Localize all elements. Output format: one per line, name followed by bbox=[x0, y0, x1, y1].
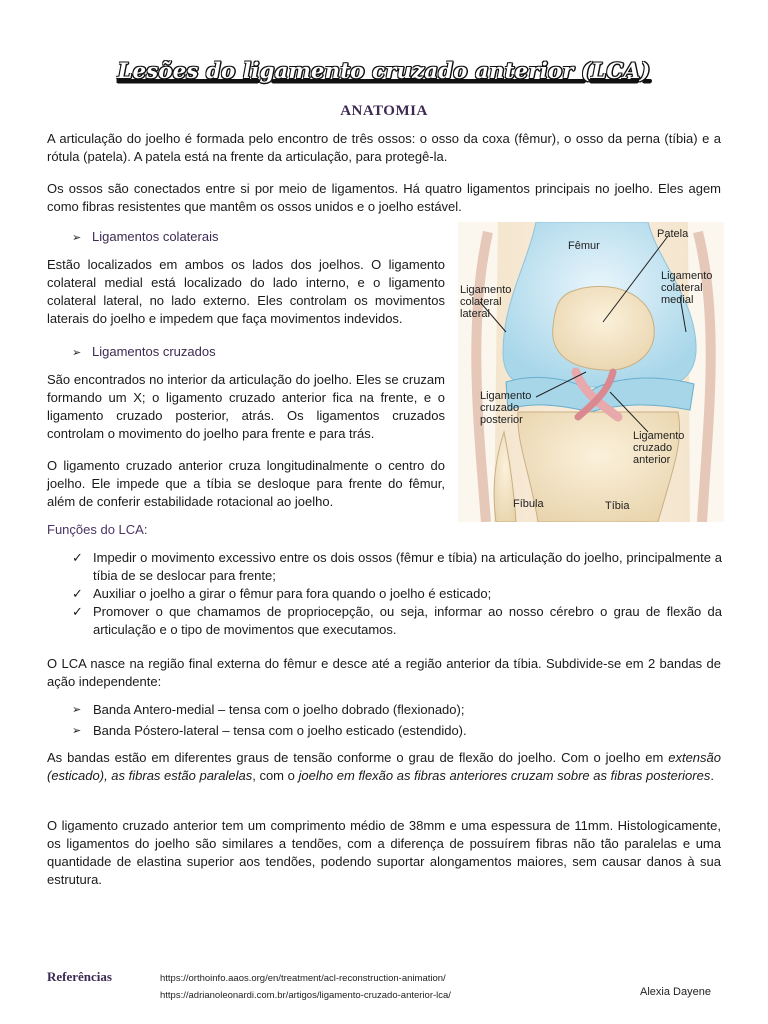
list-item bbox=[72, 585, 722, 603]
author-name: Alexia Dayene bbox=[640, 986, 711, 998]
bullet-label: Ligamentos cruzados bbox=[92, 344, 216, 359]
section-heading-anatomia: ANATOMIA bbox=[340, 103, 428, 119]
knee-drawing bbox=[458, 222, 724, 522]
label-ligamento-colateral-lateral: Ligamento colateral lateral bbox=[460, 284, 512, 320]
knee-anatomy-illustration bbox=[458, 222, 724, 522]
list-item-text: Promover o que chamamos de propriocepção, ou seja, informar ao nosso cérebro o grau de flexão da articulação e o tipo de movimentos que executamos. bbox=[93, 604, 722, 637]
arrow-bullet-icon: ➢ bbox=[72, 725, 82, 737]
checkmark-icon: ✓ bbox=[72, 550, 83, 565]
label-ligamento-colateral-medial: Ligamento colateral medial bbox=[661, 270, 713, 306]
references-label: Referências bbox=[47, 969, 112, 984]
page-title: Lesões do ligamento cruzado anterior (LCA) bbox=[117, 58, 651, 83]
paragraph-tensao bbox=[47, 749, 721, 785]
list-item bbox=[72, 603, 722, 639]
references-links bbox=[160, 970, 451, 1004]
bandas-list bbox=[72, 701, 722, 743]
label-tibia: Tíbia bbox=[605, 500, 630, 512]
tensao-text-2: , com o bbox=[252, 768, 299, 783]
intro-paragraph-2: Os ossos são conectados entre si por meio de ligamentos. Há quatro ligamentos principais no joelho. Eles agem como fibras resistentes que mantêm os ossos unidos e o joelho estável. bbox=[47, 181, 721, 214]
funcoes-list bbox=[72, 549, 722, 639]
label-ligamento-cruzado-posterior: Ligamento cruzado posterior bbox=[480, 390, 532, 426]
list-item-text: Banda Antero-medial – tensa com o joelho dobrado (flexionado); bbox=[93, 702, 465, 717]
paragraph-cruzados: São encontrados no interior da articulação do joelho. Eles se cruzam formando um X; o ligamento cruzado anterior fica na frente, e o ligamento cruzado posterior, atrás. Os ligamentos cruzados controlam o movimento do joelho para frente e para trás. bbox=[47, 372, 445, 441]
paragraph-lca: O ligamento cruzado anterior cruza longitudinalmente o centro do joelho. Ele impede que a tíbia se desloque para frente do fêmur, além de conferir estabilidade rotacional ao joelho. bbox=[47, 458, 445, 509]
paragraph-histologia: O ligamento cruzado anterior tem um comprimento médio de 38mm e uma espessura de 11mm. Histologicamente, os ligamentos do joelho são similares a tendões, com a diferença de possuírem fibras não tão paralelas e uma quantidade de elastina superior aos tendões, podendo suportar alongamentos maiores, sem causar danos à sua estrutura. bbox=[47, 818, 721, 887]
tensao-italic-2: joelho em flexão as fibras anteriores cruzam sobre as fibras posteriores bbox=[298, 768, 711, 783]
reference-link[interactable]: https://orthoinfo.aaos.org/en/treatment/acl-reconstruction-animation/ bbox=[160, 973, 446, 984]
list-item-text: Auxiliar o joelho a girar o fêmur para fora quando o joelho é esticado; bbox=[93, 586, 492, 601]
tensao-text-1: As bandas estão em diferentes graus de tensão conforme o grau de flexão do joelho. Com o joelho em bbox=[47, 750, 669, 765]
list-item bbox=[72, 722, 722, 740]
checkmark-icon: ✓ bbox=[72, 586, 83, 601]
list-item-text: Banda Póstero-lateral – tensa com o joelho esticado (estendido). bbox=[93, 723, 467, 738]
tensao-text-3: . bbox=[710, 768, 714, 783]
bullet-ligamentos-colaterais bbox=[72, 228, 218, 247]
intro-paragraph-1: A articulação do joelho é formada pelo encontro de três ossos: o osso da coxa (fêmur), o osso da perna (tíbia) e a rótula (patela). A patela está na frente da articulação, para protegê-la. bbox=[47, 131, 721, 164]
label-patela: Patela bbox=[657, 228, 689, 240]
list-item bbox=[72, 549, 722, 585]
label-femur: Fêmur bbox=[568, 240, 600, 252]
label-ligamento-cruzado-anterior: Ligamento cruzado anterior bbox=[633, 430, 685, 466]
bullet-label: Ligamentos colaterais bbox=[92, 229, 219, 244]
arrow-bullet-icon: ➢ bbox=[72, 232, 82, 244]
bullet-ligamentos-cruzados bbox=[72, 343, 216, 362]
label-fibula: Fíbula bbox=[513, 498, 544, 510]
paragraph-colaterais: Estão localizados em ambos os lados dos joelhos. O ligamento colateral medial está localizado do lado interno, e o ligamento colateral lateral, no lado externo. Eles controlam os movimentos laterais do joelho e impedem que faça movimentos indevidos. bbox=[47, 257, 445, 326]
list-item-text: Impedir o movimento excessivo entre os dois ossos (fêmur e tíbia) na articulação do joelho, principalmente a tíbia de se deslocar para frente; bbox=[93, 550, 722, 583]
paragraph-origem: O LCA nasce na região final externa do fêmur e desce até a região anterior da tíbia. Subdivide-se em 2 bandas de ação independente: bbox=[47, 656, 721, 689]
checkmark-icon: ✓ bbox=[72, 604, 83, 619]
reference-link[interactable]: https://adrianoleonardi.com.br/artigos/ligamento-cruzado-anterior-lca/ bbox=[160, 990, 451, 1001]
arrow-bullet-icon: ➢ bbox=[72, 704, 82, 716]
arrow-bullet-icon: ➢ bbox=[72, 347, 82, 359]
funcoes-heading: Funções do LCA: bbox=[47, 522, 148, 537]
list-item bbox=[72, 701, 722, 719]
tensao-italic-1: extensão (esticado), as fibras estão paralelas bbox=[47, 750, 721, 783]
